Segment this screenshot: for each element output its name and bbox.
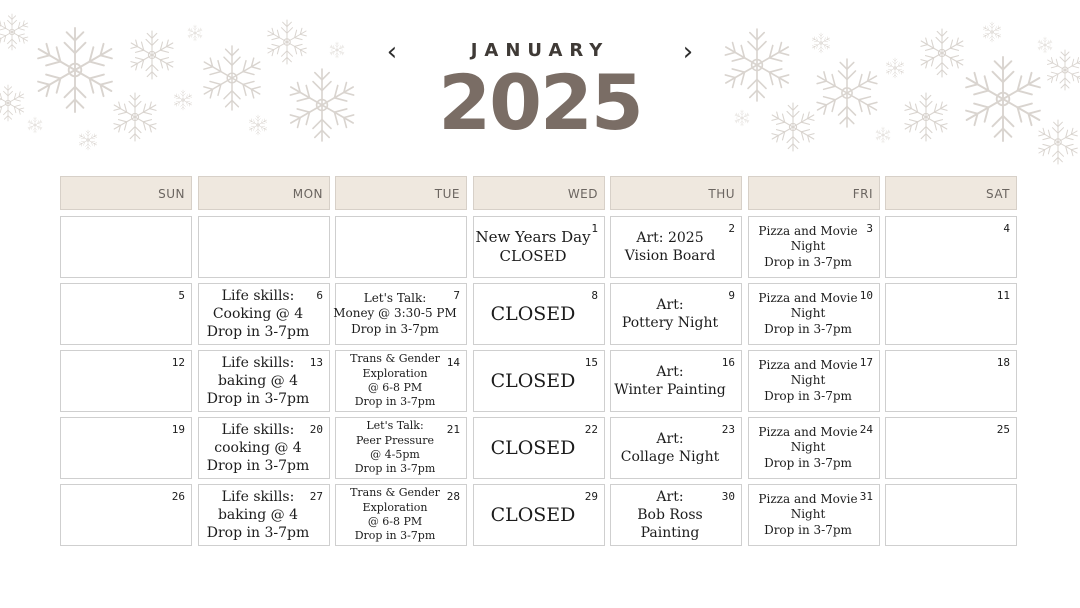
day-cell-empty[interactable] — [198, 216, 330, 278]
day-cell-28[interactable] — [335, 484, 467, 546]
weekday-header-thu — [610, 176, 742, 210]
day-cell-17[interactable] — [748, 350, 880, 412]
event-line: Drop in 3-7pm — [764, 321, 852, 336]
event-line: Life skills: — [221, 287, 295, 304]
event-line: Bob Ross — [637, 506, 703, 523]
day-cell-3[interactable] — [748, 216, 880, 278]
day-number: 13 — [309, 356, 323, 369]
weekday-label: MON — [292, 187, 323, 201]
event-line: Painting — [640, 525, 700, 542]
day-cell-1[interactable] — [473, 216, 605, 278]
event-text — [199, 284, 317, 344]
day-cell-21[interactable] — [335, 417, 467, 479]
event-text — [336, 485, 454, 545]
day-cell-8[interactable] — [473, 283, 605, 345]
event-line: Art: 2025 — [636, 229, 704, 246]
day-cell-18[interactable] — [885, 350, 1017, 412]
day-cell-26[interactable] — [60, 484, 192, 546]
event-line: Life skills: — [221, 354, 295, 371]
event-line: CLOSED — [490, 436, 576, 459]
day-cell-12[interactable] — [60, 350, 192, 412]
day-number: 3 — [866, 222, 873, 235]
day-cell-13[interactable] — [198, 350, 330, 412]
day-number: 15 — [584, 356, 598, 369]
weekday-label: SUN — [158, 187, 185, 201]
event-line: @ 6-8 PM — [367, 381, 423, 394]
day-number: 16 — [721, 356, 735, 369]
event-text — [611, 217, 729, 277]
event-line: Night — [790, 507, 826, 522]
day-cell-31[interactable] — [748, 484, 880, 546]
day-number: 10 — [859, 289, 873, 302]
day-cell-30[interactable] — [610, 484, 742, 546]
event-line: Trans & Gender — [350, 486, 440, 500]
day-cell-4[interactable] — [885, 216, 1017, 278]
day-number: 31 — [859, 490, 873, 503]
event-line: Drop in 3-7pm — [206, 324, 310, 341]
event-line: Night — [790, 440, 826, 455]
day-cell-15[interactable] — [473, 350, 605, 412]
event-line: Art: — [656, 488, 684, 505]
event-line: Trans & Gender — [350, 352, 440, 366]
weekday-header-wed — [473, 176, 605, 210]
day-number: 8 — [591, 289, 598, 302]
day-number: 9 — [728, 289, 735, 302]
month-title: JANUARY — [470, 40, 610, 61]
event-line: CLOSED — [499, 247, 567, 265]
day-cell-22[interactable] — [473, 417, 605, 479]
day-number: 25 — [996, 423, 1010, 436]
event-text — [749, 418, 867, 478]
day-number: 4 — [1003, 222, 1010, 235]
weekday-header-tue — [335, 176, 467, 210]
weekday-header-mon — [198, 176, 330, 210]
day-number: 7 — [453, 289, 460, 302]
day-number: 26 — [171, 490, 185, 503]
event-line: Drop in 3-7pm — [206, 391, 310, 408]
event-line: cooking @ 4 — [214, 439, 302, 456]
day-cell-6[interactable] — [198, 283, 330, 345]
day-number: 30 — [721, 490, 735, 503]
event-line: Drop in 3-7pm — [206, 525, 310, 542]
day-number: 22 — [584, 423, 598, 436]
event-text — [474, 418, 592, 478]
event-line: Life skills: — [221, 488, 295, 505]
day-cell-27[interactable] — [198, 484, 330, 546]
day-cell-7[interactable] — [335, 283, 467, 345]
weekday-label: WED — [567, 187, 598, 201]
day-number: 2 — [728, 222, 735, 235]
event-line: Pizza and Movie — [758, 357, 858, 372]
event-line: Pizza and Movie — [758, 491, 858, 506]
event-line: Vision Board — [624, 248, 716, 264]
event-text — [199, 485, 317, 545]
event-line: CLOSED — [490, 302, 576, 325]
event-line: Exploration — [362, 366, 428, 380]
weekday-label: THU — [708, 187, 735, 201]
event-text — [611, 284, 729, 344]
event-text — [336, 351, 454, 411]
day-cell-10[interactable] — [748, 283, 880, 345]
event-line: Let's Talk: — [363, 290, 427, 305]
event-line: Drop in 3-7pm — [764, 455, 852, 470]
event-line: Drop in 3-7pm — [354, 529, 436, 543]
event-line: Night — [790, 373, 826, 388]
event-text — [199, 351, 317, 411]
day-cell-11[interactable] — [885, 283, 1017, 345]
day-number: 6 — [316, 289, 323, 302]
event-line: Drop in 3-7pm — [354, 395, 436, 409]
weekday-label: FRI — [852, 187, 873, 201]
event-line: Cooking @ 4 — [212, 305, 304, 322]
day-number: 23 — [721, 423, 735, 436]
event-line: Pizza and Movie — [758, 223, 858, 238]
event-text — [611, 485, 729, 545]
weekday-label: TUE — [434, 187, 460, 201]
event-line: Drop in 3-7pm — [764, 522, 852, 537]
event-line: Peer Pressure — [356, 433, 434, 447]
day-cell-5[interactable] — [60, 283, 192, 345]
weekday-header-fri — [748, 176, 880, 210]
event-text — [474, 485, 592, 545]
event-text — [749, 485, 867, 545]
day-number: 5 — [178, 289, 185, 302]
calendar-header — [0, 0, 1080, 170]
event-text — [474, 351, 592, 411]
day-number: 18 — [996, 356, 1010, 369]
event-line: Pizza and Movie — [758, 424, 858, 439]
event-line: Drop in 3-7pm — [764, 254, 852, 269]
event-line: @ 6-8 PM — [367, 515, 423, 528]
day-number: 14 — [446, 356, 460, 369]
year-title: 2025 — [438, 58, 642, 147]
event-text — [611, 418, 729, 478]
day-number: 17 — [859, 356, 873, 369]
event-line: baking @ 4 — [217, 372, 299, 389]
event-text — [611, 351, 729, 411]
event-text — [199, 418, 317, 478]
event-text — [336, 418, 454, 478]
event-line: Drop in 3-7pm — [351, 321, 439, 336]
day-cell-2[interactable] — [610, 216, 742, 278]
day-cell-empty[interactable] — [60, 216, 192, 278]
day-cell-14[interactable] — [335, 350, 467, 412]
event-line: Winter Painting — [614, 382, 726, 398]
day-cell-19[interactable] — [60, 417, 192, 479]
day-number: 27 — [309, 490, 323, 503]
day-cell-23[interactable] — [610, 417, 742, 479]
event-text — [474, 217, 592, 277]
day-cell-9[interactable] — [610, 283, 742, 345]
event-text — [749, 284, 867, 344]
event-line: Night — [790, 239, 826, 254]
day-cell-24[interactable] — [748, 417, 880, 479]
event-text — [333, 284, 457, 344]
event-line: Art: — [656, 363, 684, 380]
event-line: Collage Night — [620, 449, 720, 465]
day-number: 11 — [996, 289, 1010, 302]
day-cell-20[interactable] — [198, 417, 330, 479]
day-number: 28 — [446, 490, 460, 503]
event-line: Pizza and Movie — [758, 290, 858, 305]
chevron-left-icon[interactable]: ‹ — [380, 38, 404, 66]
event-line: Art: — [656, 296, 684, 313]
event-line: baking @ 4 — [217, 506, 299, 523]
day-cell-empty[interactable] — [885, 484, 1017, 546]
weekday-header-sat — [885, 176, 1017, 210]
event-line: CLOSED — [490, 369, 576, 392]
event-line: Money @ 3:30-5 PM — [333, 306, 457, 321]
day-number: 29 — [584, 490, 598, 503]
event-text — [474, 284, 592, 344]
event-line: Art: — [656, 430, 684, 447]
day-number: 21 — [446, 423, 460, 436]
day-cell-empty[interactable] — [335, 216, 467, 278]
chevron-right-icon[interactable]: › — [676, 38, 700, 66]
day-number: 1 — [591, 222, 598, 235]
event-line: Drop in 3-7pm — [354, 462, 436, 476]
day-number: 20 — [309, 423, 323, 436]
day-number: 12 — [171, 356, 185, 369]
day-cell-29[interactable] — [473, 484, 605, 546]
event-line: Exploration — [362, 500, 428, 514]
event-line: Life skills: — [221, 421, 295, 438]
event-line: Night — [790, 306, 826, 321]
day-cell-16[interactable] — [610, 350, 742, 412]
event-line: Let's Talk: — [366, 419, 424, 433]
event-line: Drop in 3-7pm — [764, 388, 852, 403]
event-line: New Years Day — [475, 227, 591, 246]
event-line: Pottery Night — [621, 315, 719, 331]
day-number: 24 — [859, 423, 873, 436]
weekday-label: SAT — [986, 187, 1010, 201]
event-line: @ 4-5pm — [370, 448, 420, 461]
day-cell-25[interactable] — [885, 417, 1017, 479]
event-line: Drop in 3-7pm — [206, 458, 310, 475]
event-text — [749, 351, 867, 411]
day-number: 19 — [171, 423, 185, 436]
event-line: CLOSED — [490, 503, 576, 526]
event-text — [749, 217, 867, 277]
weekday-header-sun — [60, 176, 192, 210]
